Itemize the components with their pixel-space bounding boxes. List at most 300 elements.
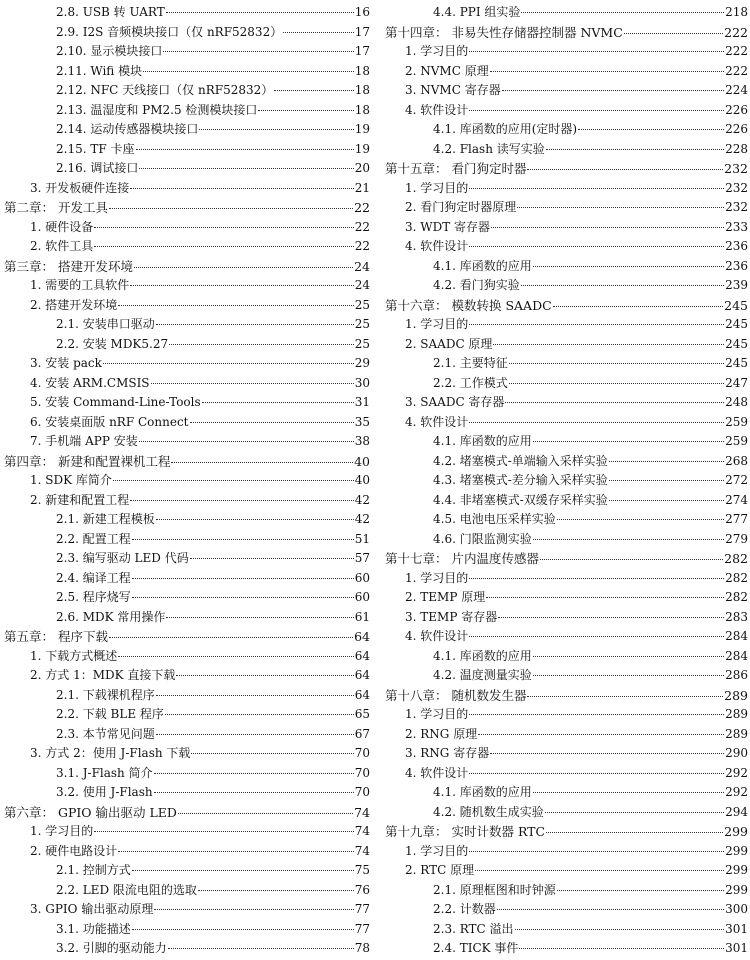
toc-entry[interactable] bbox=[381, 3, 748, 23]
toc-entry[interactable] bbox=[381, 764, 748, 784]
toc-page-number: 300 bbox=[725, 902, 748, 916]
toc-entry[interactable] bbox=[0, 159, 370, 179]
toc-page-number: 20 bbox=[354, 161, 370, 175]
toc-entry[interactable] bbox=[0, 491, 370, 511]
toc-entry-title: 5. 安装 Command-Line-Tools bbox=[30, 395, 201, 409]
toc-entry[interactable] bbox=[0, 81, 370, 101]
toc-page-number: 21 bbox=[354, 180, 370, 195]
toc-page-number: 64 bbox=[354, 668, 370, 682]
toc-entry[interactable] bbox=[0, 335, 370, 355]
toc-entry-title: 第五章： 程序下载 bbox=[4, 629, 108, 644]
toc-dot-leader bbox=[103, 363, 354, 364]
toc-entry-title: 4.2. 随机数生成实验 bbox=[433, 804, 544, 819]
toc-dot-leader bbox=[521, 12, 724, 13]
toc-page-number: 274 bbox=[725, 492, 748, 507]
toc-entry[interactable] bbox=[0, 764, 370, 784]
toc-page-number: 25 bbox=[354, 297, 370, 312]
toc-chapter-entry[interactable] bbox=[0, 198, 370, 218]
toc-page-number: 245 bbox=[725, 336, 748, 351]
toc-dot-leader bbox=[469, 188, 724, 189]
toc-entry-title: 第十四章： 非易失性存储器控制器 NVMC bbox=[385, 24, 623, 40]
toc-entry[interactable] bbox=[381, 179, 748, 199]
toc-entry-title: 4. 软件设计 bbox=[405, 629, 469, 643]
toc-entry-title: 3. TEMP 寄存器 bbox=[405, 609, 498, 624]
toc-entry-title: 2. 硬件电路设计 bbox=[30, 843, 118, 858]
toc-entry[interactable] bbox=[0, 900, 370, 920]
toc-page-number: 60 bbox=[354, 590, 370, 604]
toc-entry[interactable] bbox=[381, 647, 748, 667]
toc-entry[interactable] bbox=[381, 920, 748, 940]
toc-dot-leader bbox=[168, 948, 354, 949]
toc-entry-title: 4.1. 库函数的应用(定时器) bbox=[433, 122, 578, 136]
toc-entry[interactable] bbox=[0, 237, 370, 257]
toc-entry-title: 1. 下载方式概述 bbox=[30, 648, 118, 663]
toc-page-number: 224 bbox=[725, 83, 748, 97]
toc-dot-leader bbox=[527, 169, 723, 170]
toc-entry-title: 4. 安装 ARM.CMSIS bbox=[30, 375, 150, 390]
toc-page-number: 17 bbox=[354, 24, 370, 39]
toc-dot-leader bbox=[533, 656, 724, 657]
toc-page-number: 40 bbox=[354, 453, 370, 469]
toc-page-number: 38 bbox=[354, 434, 370, 448]
toc-chapter-entry[interactable] bbox=[381, 296, 748, 316]
toc-entry[interactable] bbox=[0, 530, 370, 550]
toc-entry[interactable] bbox=[381, 783, 748, 803]
toc-dot-leader bbox=[113, 480, 354, 481]
toc-dot-leader bbox=[118, 851, 353, 852]
toc-dot-leader bbox=[502, 90, 724, 91]
toc-entry-title: 1. 需要的工具软件 bbox=[30, 278, 130, 292]
toc-entry[interactable] bbox=[0, 705, 370, 725]
toc-entry-title: 4.5. 电池电压采样实验 bbox=[433, 512, 556, 526]
toc-page-number: 277 bbox=[725, 512, 748, 526]
toc-page-number: 284 bbox=[725, 629, 748, 643]
toc-entry-title: 第三章： 搭建开发环境 bbox=[4, 258, 133, 274]
toc-dot-leader bbox=[163, 51, 353, 52]
toc-dot-leader bbox=[469, 578, 724, 579]
toc-entry[interactable] bbox=[381, 900, 748, 920]
toc-chapter-entry[interactable] bbox=[0, 803, 370, 823]
toc-dot-leader bbox=[493, 344, 724, 345]
toc-page-number: 286 bbox=[725, 668, 748, 682]
toc-dot-leader bbox=[154, 773, 354, 774]
toc-entry-title: 3.2. 引脚的驱动能力 bbox=[56, 941, 167, 955]
toc-entry[interactable] bbox=[381, 393, 748, 413]
toc-entry-title: 第十六章： 模数转换 SAADC bbox=[385, 297, 552, 313]
toc-entry[interactable] bbox=[381, 374, 748, 394]
toc-entry[interactable] bbox=[381, 608, 748, 628]
toc-dot-leader bbox=[190, 558, 354, 559]
toc-dot-leader bbox=[166, 617, 353, 618]
toc-page-number: 222 bbox=[725, 63, 748, 78]
toc-dot-leader bbox=[156, 695, 354, 696]
toc-entry-title: 1. 学习目的 bbox=[405, 180, 469, 195]
toc-entry-title: 4.2. 看门狗实验 bbox=[433, 278, 520, 292]
toc-entry-title: 第十九章： 实时计数器 RTC bbox=[385, 824, 546, 839]
toc-entry-title: 4.1. 库函数的应用 bbox=[433, 258, 532, 273]
toc-entry-title: 4.6. 门限监测实验 bbox=[433, 531, 532, 546]
toc-entry[interactable] bbox=[0, 179, 370, 199]
toc-dot-leader bbox=[109, 208, 353, 209]
toc-page-number: 57 bbox=[354, 551, 370, 565]
toc-entry-title: 第二章： 开发工具 bbox=[4, 200, 108, 215]
toc-page-number: 22 bbox=[354, 219, 370, 234]
toc-entry-title: 1. 硬件设备 bbox=[30, 219, 94, 234]
toc-chapter-entry[interactable] bbox=[0, 452, 370, 472]
toc-entry[interactable] bbox=[0, 842, 370, 862]
toc-entry[interactable] bbox=[0, 42, 370, 62]
toc-dot-leader bbox=[521, 285, 724, 286]
toc-entry[interactable] bbox=[0, 822, 370, 842]
toc-page-number: 282 bbox=[725, 590, 748, 604]
toc-entry-title: 2.1. 主要特征 bbox=[433, 356, 508, 370]
toc-entry-title: 2. RTC 原理 bbox=[405, 863, 475, 877]
toc-entry[interactable] bbox=[0, 101, 370, 121]
toc-dot-leader bbox=[132, 929, 354, 930]
toc-page-number: 248 bbox=[725, 395, 748, 409]
toc-entry-title: 1. 学习目的 bbox=[405, 44, 469, 58]
toc-entry[interactable] bbox=[0, 861, 370, 881]
toc-entry[interactable] bbox=[381, 471, 748, 491]
toc-dot-leader bbox=[130, 285, 353, 286]
toc-page-number: 65 bbox=[354, 707, 370, 721]
toc-entry-title: 6. 安装桌面版 nRF Connect bbox=[30, 414, 189, 429]
toc-entry-title: 2.2. 配置工程 bbox=[56, 531, 131, 546]
toc-page-number: 289 bbox=[725, 707, 748, 721]
toc-entry[interactable] bbox=[381, 335, 748, 355]
toc-entry[interactable] bbox=[0, 471, 370, 491]
toc-page-number: 16 bbox=[354, 5, 370, 19]
toc-dot-leader bbox=[469, 110, 724, 111]
toc-entry-title: 4.2. 温度测量实验 bbox=[433, 668, 532, 682]
toc-dot-leader bbox=[486, 597, 724, 598]
toc-dot-leader bbox=[519, 948, 724, 949]
toc-entry[interactable] bbox=[381, 803, 748, 823]
toc-dot-leader bbox=[171, 462, 353, 463]
toc-entry-title: 2.1. 控制方式 bbox=[56, 863, 131, 877]
toc-entry-title: 1. 学习目的 bbox=[405, 843, 469, 858]
toc-entry[interactable] bbox=[0, 3, 370, 23]
toc-page-number: 74 bbox=[354, 804, 370, 820]
toc-page-number: 232 bbox=[725, 200, 748, 214]
toc-entry-title: 1. 学习目的 bbox=[405, 707, 469, 721]
toc-chapter-entry[interactable] bbox=[0, 627, 370, 647]
toc-page-number: 18 bbox=[354, 83, 370, 97]
toc-dot-leader bbox=[156, 734, 354, 735]
toc-entry-title: 2.14. 运动传感器模块接口 bbox=[56, 122, 199, 136]
toc-entry[interactable] bbox=[381, 705, 748, 725]
toc-entry-title: 2.4. 编译工程 bbox=[56, 570, 131, 585]
toc-entry[interactable] bbox=[0, 608, 370, 628]
toc-page-number: 245 bbox=[724, 297, 748, 313]
toc-entry[interactable] bbox=[0, 647, 370, 667]
toc-dot-leader bbox=[469, 422, 724, 423]
toc-dot-leader bbox=[527, 696, 723, 697]
toc-entry-title: 3.2. 使用 J-Flash bbox=[56, 785, 153, 799]
toc-dot-leader bbox=[478, 734, 724, 735]
toc-entry[interactable] bbox=[381, 237, 748, 257]
toc-dot-leader bbox=[274, 90, 353, 91]
toc-dot-leader bbox=[118, 656, 353, 657]
toc-entry-title: 2.2. 安装 MDK5.27 bbox=[56, 336, 169, 351]
toc-page-number: 77 bbox=[354, 902, 370, 916]
toc-entry[interactable] bbox=[381, 842, 748, 862]
toc-entry[interactable] bbox=[381, 276, 748, 296]
toc-entry[interactable] bbox=[0, 218, 370, 238]
toc-chapter-entry[interactable] bbox=[381, 822, 748, 842]
toc-page-number: 236 bbox=[725, 239, 748, 253]
toc-entry[interactable] bbox=[381, 881, 748, 901]
toc-entry-title: 3. 方式 2：使用 J-Flash 下载 bbox=[30, 746, 191, 760]
toc-dot-leader bbox=[198, 890, 354, 891]
toc-chapter-entry[interactable] bbox=[381, 549, 748, 569]
toc-entry[interactable] bbox=[0, 939, 370, 959]
toc-dot-leader bbox=[546, 149, 724, 150]
toc-entry[interactable] bbox=[381, 861, 748, 881]
toc-page-number: 25 bbox=[354, 336, 370, 351]
toc-entry[interactable] bbox=[0, 783, 370, 803]
toc-entry[interactable] bbox=[0, 549, 370, 569]
toc-entry[interactable] bbox=[381, 257, 748, 277]
toc-page-number: 18 bbox=[354, 102, 370, 117]
toc-page-number: 299 bbox=[725, 843, 748, 858]
toc-entry[interactable] bbox=[0, 140, 370, 160]
toc-page-number: 42 bbox=[354, 492, 370, 507]
toc-dot-leader bbox=[540, 559, 723, 560]
toc-entry-title: 2.2. 下载 BLE 程序 bbox=[56, 707, 164, 721]
toc-entry-title: 4.1. 库函数的应用 bbox=[433, 434, 532, 448]
toc-entry-title: 4. 软件设计 bbox=[405, 414, 469, 429]
toc-page-number: 19 bbox=[354, 122, 370, 136]
toc-page-number: 18 bbox=[354, 63, 370, 78]
toc-dot-leader bbox=[578, 129, 724, 130]
toc-page-number: 272 bbox=[725, 473, 748, 487]
toc-entry[interactable] bbox=[381, 939, 748, 959]
toc-entry-title: 4.4. 非堵塞模式-双缓存采样实验 bbox=[433, 492, 608, 507]
toc-entry[interactable] bbox=[381, 198, 748, 218]
toc-entry-title: 3. 开发板硬件连接 bbox=[30, 180, 130, 195]
toc-dot-leader bbox=[151, 383, 354, 384]
toc-dot-leader bbox=[533, 266, 724, 267]
toc-entry[interactable] bbox=[0, 393, 370, 413]
toc-entry-title: 1. 学习目的 bbox=[405, 570, 469, 585]
toc-entry-title: 2. NVMC 原理 bbox=[405, 63, 489, 78]
toc-page-number: 236 bbox=[725, 258, 748, 273]
toc-entry[interactable] bbox=[0, 23, 370, 43]
toc-dot-leader bbox=[132, 539, 354, 540]
toc-entry[interactable] bbox=[381, 62, 748, 82]
toc-dot-leader bbox=[533, 792, 724, 793]
toc-entry[interactable] bbox=[0, 432, 370, 452]
toc-page-number: 25 bbox=[354, 317, 370, 331]
toc-entry-title: 2.6. MDK 常用操作 bbox=[56, 609, 166, 624]
toc-entry-title: 2.12. NFC 天线接口（仅 nRF52832） bbox=[56, 83, 274, 97]
toc-entry[interactable] bbox=[0, 62, 370, 82]
toc-page-number: 64 bbox=[354, 629, 370, 644]
toc-entry[interactable] bbox=[0, 413, 370, 433]
toc-entry[interactable] bbox=[381, 744, 748, 764]
toc-page-number: 282 bbox=[724, 551, 748, 566]
toc-page-number: 232 bbox=[724, 161, 748, 176]
toc-dot-leader bbox=[609, 480, 724, 481]
toc-dot-leader bbox=[191, 753, 353, 754]
toc-page-number: 35 bbox=[354, 414, 370, 429]
toc-dot-leader bbox=[156, 519, 354, 520]
toc-entry[interactable] bbox=[381, 666, 748, 686]
toc-entry-title: 4.1. 库函数的应用 bbox=[433, 648, 532, 663]
toc-dot-leader bbox=[139, 441, 354, 442]
toc-page-number: 292 bbox=[725, 765, 748, 780]
toc-entry-title: 4.3. 堵塞模式-差分输入采样实验 bbox=[433, 473, 608, 487]
toc-entry-title: 2. 新建和配置工程 bbox=[30, 492, 130, 507]
toc-page-number: 299 bbox=[725, 882, 748, 897]
toc-entry-title: 2.11. Wifi 模块 bbox=[56, 63, 143, 78]
toc-page-number: 74 bbox=[354, 843, 370, 858]
toc-column-right bbox=[381, 3, 748, 959]
toc-dot-leader bbox=[469, 51, 724, 52]
toc-page-number: 301 bbox=[725, 921, 748, 936]
toc-chapter-entry[interactable] bbox=[381, 23, 748, 43]
toc-dot-leader bbox=[143, 71, 354, 72]
toc-page-number: 42 bbox=[354, 512, 370, 526]
toc-dot-leader bbox=[130, 188, 353, 189]
toc-entry[interactable] bbox=[0, 588, 370, 608]
toc-entry-title: 第十七章： 片内温度传感器 bbox=[385, 551, 539, 566]
toc-chapter-entry[interactable] bbox=[381, 686, 748, 706]
toc-entry[interactable] bbox=[0, 725, 370, 745]
toc-entry-title: 4. 软件设计 bbox=[405, 765, 469, 780]
toc-dot-leader bbox=[624, 33, 723, 34]
toc-page-number: 283 bbox=[725, 609, 748, 624]
toc-page-number: 282 bbox=[725, 570, 748, 585]
toc-dot-leader bbox=[130, 500, 353, 501]
toc-entry-title: 2. RNG 原理 bbox=[405, 726, 478, 741]
toc-page-number: 232 bbox=[725, 180, 748, 195]
toc-entry-title: 3. GPIO 输出驱动原理 bbox=[30, 902, 154, 916]
toc-dot-leader bbox=[498, 617, 724, 618]
toc-entry[interactable] bbox=[381, 218, 748, 238]
toc-entry[interactable] bbox=[0, 276, 370, 296]
toc-dot-leader bbox=[154, 909, 353, 910]
toc-entry[interactable] bbox=[0, 315, 370, 335]
toc-page-number: 301 bbox=[725, 941, 748, 955]
toc-dot-leader bbox=[109, 637, 353, 638]
toc-page-number: 226 bbox=[725, 122, 748, 136]
toc-entry-title: 4.1. 库函数的应用 bbox=[433, 785, 532, 799]
toc-entry[interactable] bbox=[381, 491, 748, 511]
toc-dot-leader bbox=[136, 149, 354, 150]
toc-entry-title: 2.16. 调试接口 bbox=[56, 161, 139, 175]
toc-page-number: 29 bbox=[354, 356, 370, 370]
toc-page-number: 268 bbox=[725, 453, 748, 468]
toc-entry[interactable] bbox=[0, 744, 370, 764]
toc-page-number: 24 bbox=[354, 278, 370, 292]
toc-page-number: 245 bbox=[725, 317, 748, 331]
toc-entry[interactable] bbox=[0, 374, 370, 394]
toc-entry-title: 1. 学习目的 bbox=[405, 317, 469, 331]
toc-page-number: 245 bbox=[725, 356, 748, 370]
toc-page-number: 22 bbox=[354, 239, 370, 253]
toc-dot-leader bbox=[515, 929, 725, 930]
toc-entry[interactable] bbox=[0, 120, 370, 140]
toc-entry[interactable] bbox=[381, 452, 748, 472]
toc-dot-leader bbox=[132, 597, 354, 598]
toc-entry[interactable] bbox=[0, 510, 370, 530]
toc-entry-title: 2.2. 工作模式 bbox=[433, 375, 508, 390]
toc-entry-title: 4.2. 堵塞模式-单端输入采样实验 bbox=[433, 453, 608, 468]
toc-entry-title: 3. WDT 寄存器 bbox=[405, 219, 491, 234]
toc-entry-title: 3.1. 功能描述 bbox=[56, 921, 131, 936]
toc-entry[interactable] bbox=[0, 881, 370, 901]
toc-entry[interactable] bbox=[381, 588, 748, 608]
toc-dot-leader bbox=[166, 12, 354, 13]
toc-entry-title: 4.2. Flash 读写实验 bbox=[433, 141, 545, 156]
toc-entry[interactable] bbox=[0, 920, 370, 940]
toc-entry[interactable] bbox=[0, 569, 370, 589]
toc-entry[interactable] bbox=[381, 530, 748, 550]
toc-entry[interactable] bbox=[381, 315, 748, 335]
toc-entry[interactable] bbox=[381, 354, 748, 374]
toc-entry-title: 3. RNG 寄存器 bbox=[405, 746, 490, 760]
toc-entry[interactable] bbox=[381, 627, 748, 647]
toc-entry-title: 第四章： 新建和配置裸机工程 bbox=[4, 453, 171, 469]
toc-entry[interactable] bbox=[381, 413, 748, 433]
toc-dot-leader bbox=[509, 363, 724, 364]
toc-entry[interactable] bbox=[381, 101, 748, 121]
toc-entry[interactable] bbox=[381, 42, 748, 62]
toc-chapter-entry[interactable] bbox=[0, 257, 370, 277]
toc-dot-leader bbox=[533, 441, 724, 442]
toc-entry-title: 2.3. 编写驱动 LED 代码 bbox=[56, 551, 189, 565]
toc-entry-title: 2.3. RTC 溢出 bbox=[433, 921, 514, 936]
toc-entry[interactable] bbox=[381, 725, 748, 745]
toc-dot-leader bbox=[490, 753, 724, 754]
toc-page-number: 222 bbox=[724, 24, 748, 40]
toc-page-number: 290 bbox=[725, 746, 748, 760]
toc-dot-leader bbox=[469, 773, 724, 774]
toc-entry[interactable] bbox=[381, 432, 748, 452]
toc-entry-title: 第六章： GPIO 输出驱动 LED bbox=[4, 804, 177, 820]
toc-page-number: 226 bbox=[725, 102, 748, 117]
toc-dot-leader bbox=[199, 129, 353, 130]
toc-entry-title: 2.9. I2S 音频模块接口（仅 nRF52832） bbox=[56, 24, 283, 39]
toc-entry[interactable] bbox=[0, 666, 370, 686]
toc-entry-title: 3. SAADC 寄存器 bbox=[405, 395, 505, 409]
toc-entry[interactable] bbox=[381, 120, 748, 140]
toc-entry[interactable] bbox=[0, 686, 370, 706]
toc-entry-title: 2. SAADC 原理 bbox=[405, 336, 493, 351]
toc-entry-title: 4.4. PPI 组实验 bbox=[433, 5, 521, 19]
toc-page-number: 299 bbox=[724, 824, 748, 839]
toc-entry[interactable] bbox=[381, 140, 748, 160]
toc-entry-title: 4. 软件设计 bbox=[405, 239, 469, 253]
toc-page-number: 60 bbox=[354, 570, 370, 585]
toc-entry[interactable] bbox=[0, 296, 370, 316]
toc-entry[interactable] bbox=[0, 354, 370, 374]
toc-page-number: 30 bbox=[354, 375, 370, 390]
toc-entry[interactable] bbox=[381, 510, 748, 530]
toc-dot-leader bbox=[154, 792, 354, 793]
toc-dot-leader bbox=[469, 246, 724, 247]
toc-dot-leader bbox=[469, 714, 724, 715]
toc-entry-title: 2.2. 计数器 bbox=[433, 902, 496, 916]
toc-page-number: 40 bbox=[354, 473, 370, 487]
toc-entry-title: 3. NVMC 寄存器 bbox=[405, 83, 501, 97]
toc-page-number: 70 bbox=[354, 765, 370, 780]
toc-entry[interactable] bbox=[381, 569, 748, 589]
toc-chapter-entry[interactable] bbox=[381, 159, 748, 179]
toc-entry[interactable] bbox=[381, 81, 748, 101]
